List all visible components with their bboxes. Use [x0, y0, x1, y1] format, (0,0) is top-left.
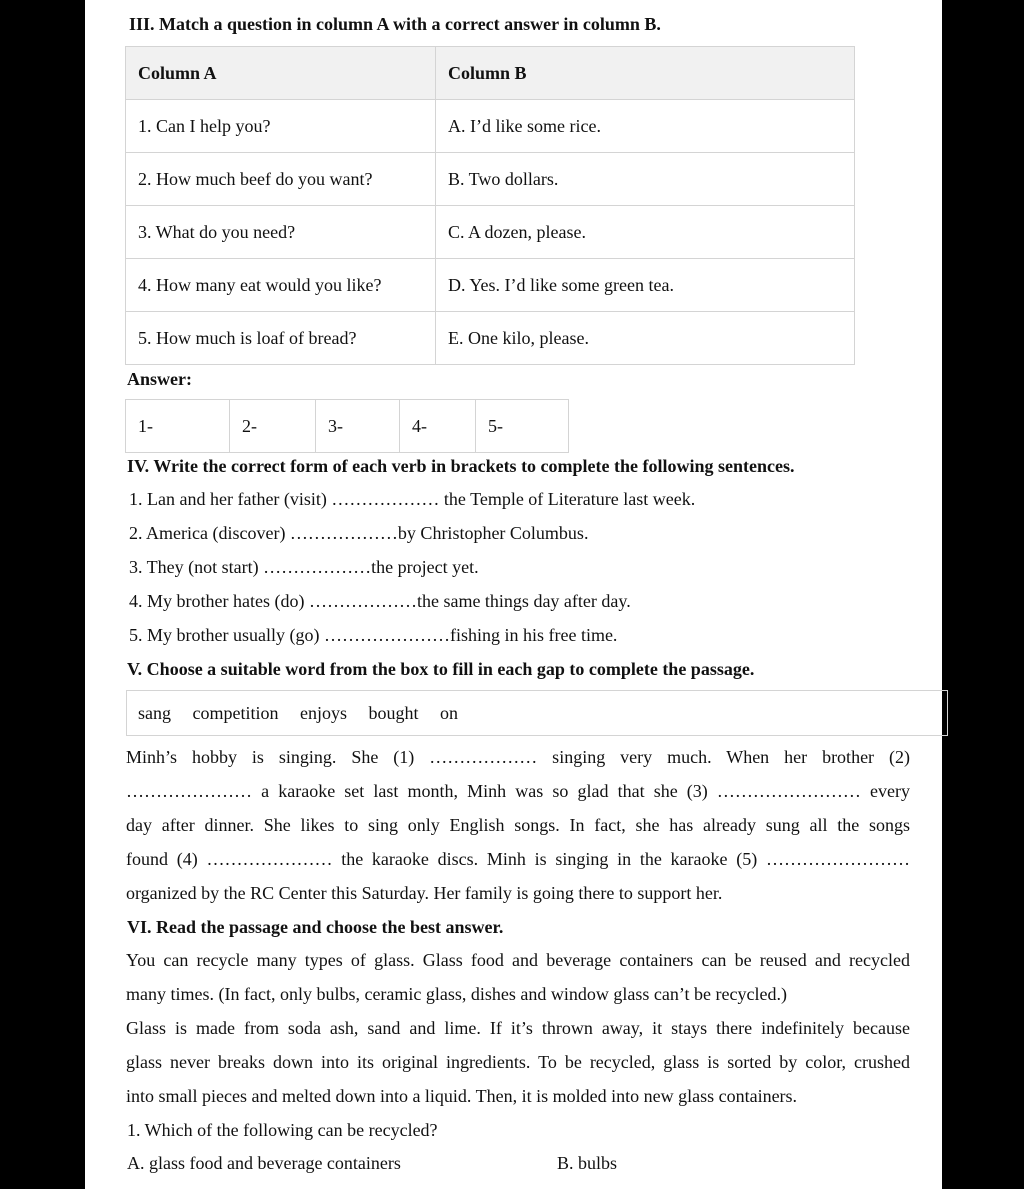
- section-5-heading: V. Choose a suitable word from the box to fill in each gap to complete the passage.: [127, 659, 755, 679]
- table-row: [126, 206, 855, 259]
- answer-cell: E. One kilo, please.: [436, 312, 855, 365]
- verb-sentence-4: 4. My brother hates (do) ………………the same things day after day.: [129, 591, 631, 611]
- column-a-header: Column A: [126, 47, 436, 100]
- passage-line: ………………… a karaoke set last month, Minh was so glad that she (3) …………………… every: [126, 781, 910, 801]
- table-row: [126, 100, 855, 153]
- table-header-row: [126, 47, 855, 100]
- word-option: on: [440, 703, 458, 723]
- section-4-heading: IV. Write the correct form of each verb in brackets to complete the following sentences.: [127, 456, 795, 476]
- question-cell: 5. How much is loaf of bread?: [126, 312, 436, 365]
- passage-line: into small pieces and melted down into a liquid. Then, it is molded into new glass containers.: [126, 1086, 798, 1106]
- passage-line: You can recycle many types of glass. Glass food and beverage containers can be reused and recycled: [126, 950, 910, 970]
- answer-grid: [125, 399, 569, 453]
- reading-passage: [126, 943, 910, 1113]
- passage-line: glass never breaks down into its original ingredients. To be recycled, glass is sorted by color, crushed: [126, 1052, 910, 1072]
- question-1: 1. Which of the following can be recycled?: [127, 1120, 438, 1140]
- word-option: sang: [138, 703, 171, 723]
- option-a[interactable]: A. glass food and beverage containers: [127, 1153, 401, 1173]
- verb-sentence-5: 5. My brother usually (go) …………………fishing in his free time.: [129, 625, 618, 645]
- answer-cell: B. Two dollars.: [436, 153, 855, 206]
- passage-line: many times. (In fact, only bulbs, ceramic glass, dishes and window glass can’t be recycled.): [126, 984, 787, 1004]
- answer-label: Answer:: [127, 369, 192, 389]
- table-row: [126, 259, 855, 312]
- answer-blank-3[interactable]: 3-: [316, 400, 400, 453]
- answer-blank-1[interactable]: 1-: [126, 400, 230, 453]
- matching-table: [125, 46, 855, 365]
- word-option: enjoys: [299, 703, 347, 723]
- section-6-heading: VI. Read the passage and choose the best answer.: [127, 917, 504, 937]
- answer-cell: A. I’d like some rice.: [436, 100, 855, 153]
- passage-line: found (4) ………………… the karaoke discs. Minh is singing in the karaoke (5) ……………………: [126, 849, 910, 869]
- passage-line: day after dinner. She likes to sing only English songs. In fact, she has already sung all the songs: [126, 815, 910, 835]
- worksheet-page: [85, 0, 942, 1189]
- gap-fill-passage: [126, 740, 910, 910]
- question-cell: 1. Can I help you?: [126, 100, 436, 153]
- verb-sentence-3: 3. They (not start) ………………the project yet.: [129, 557, 479, 577]
- answer-cell: C. A dozen, please.: [436, 206, 855, 259]
- answer-blank-5[interactable]: 5-: [476, 400, 569, 453]
- question-cell: 4. How many eat would you like?: [126, 259, 436, 312]
- answer-blank-4[interactable]: 4-: [400, 400, 476, 453]
- option-b[interactable]: B. bulbs: [557, 1153, 618, 1173]
- passage-line: organized by the RC Center this Saturday. Her family is going there to support her.: [126, 883, 723, 903]
- word-box: [126, 690, 948, 736]
- table-row: [126, 153, 855, 206]
- verb-sentence-1: 1. Lan and her father (visit) ……………… the Temple of Literature last week.: [129, 489, 696, 509]
- table-row: [126, 312, 855, 365]
- passage-line: Minh’s hobby is singing. She (1) ……………… singing very much. When her brother (2): [126, 747, 910, 767]
- question-cell: 3. What do you need?: [126, 206, 436, 259]
- section-3-heading: III. Match a question in column A with a correct answer in column B.: [129, 14, 661, 34]
- word-option: bought: [368, 703, 419, 723]
- verb-sentence-2: 2. America (discover) ………………by Christopher Columbus.: [129, 523, 589, 543]
- column-b-header: Column B: [436, 47, 855, 100]
- answer-cell: D. Yes. I’d like some green tea.: [436, 259, 855, 312]
- passage-line: Glass is made from soda ash, sand and lime. If it’s thrown away, it stays there indefinitely because: [126, 1018, 910, 1038]
- word-option: competition: [192, 703, 279, 723]
- answer-blank-2[interactable]: 2-: [230, 400, 316, 453]
- question-cell: 2. How much beef do you want?: [126, 153, 436, 206]
